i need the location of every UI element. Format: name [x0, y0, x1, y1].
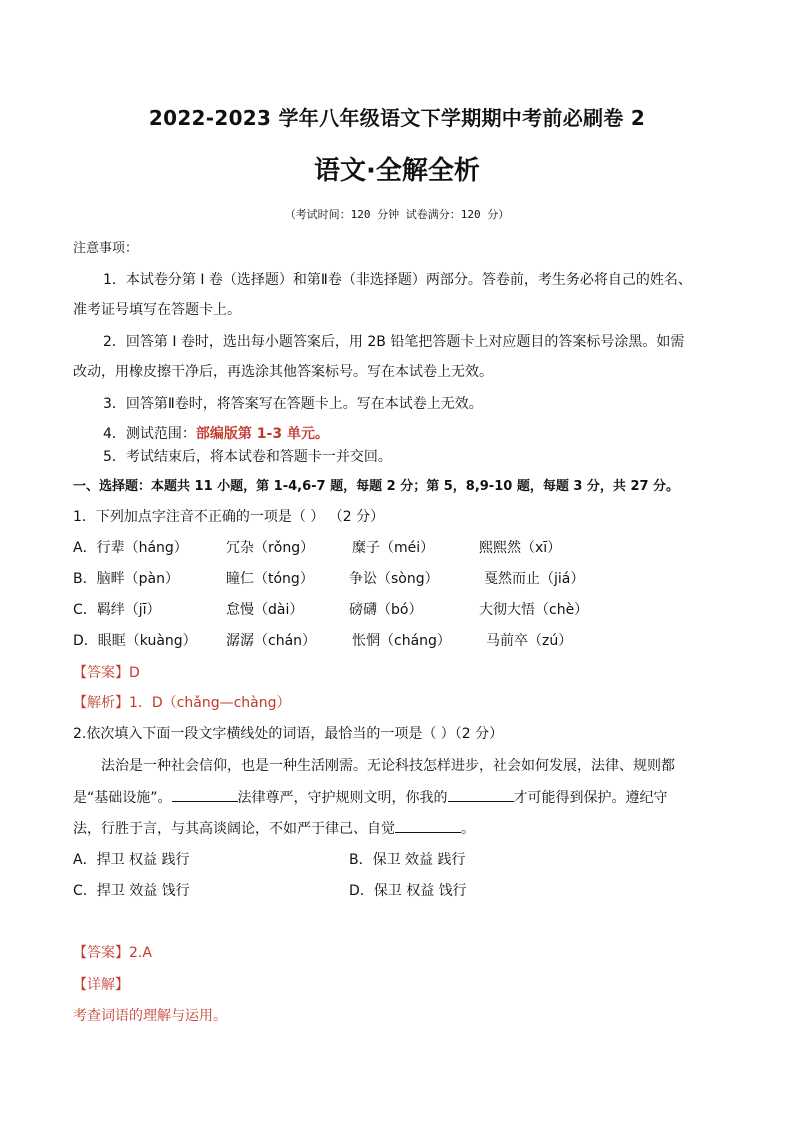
q2-option-b: B．保卫 效益 践行	[349, 852, 466, 868]
q1-answer: 【答案】D	[73, 665, 140, 681]
q2-line2-part-b: 法律尊严，守护规则文明，你我的	[237, 790, 448, 806]
notice-item-1-line-1: 1．本试卷分第 I 卷（选择题）和第Ⅱ卷（非选择题）两部分。答卷前，考生务必将自己的姓名、	[103, 272, 692, 288]
question-2-stem: 2.依次填入下面一段文字横线处的词语，最恰当的一项是（ ）（2 分）	[73, 726, 504, 742]
page-title: 2022-2023 学年八年级语文下学期期中考前必刷卷 2	[148, 106, 646, 130]
section-heading: 一、选择题：本题共 11 小题，第 1-4,6-7 题，每题 2 分；第 5，8,9-10 题，每题 3 分，共 27 分。	[73, 479, 680, 494]
q2-blank-1	[172, 787, 238, 802]
q1-option-a-2: 冗杂（rǒng）	[226, 540, 315, 556]
q1-option-b-4: 戛然而止（jiá）	[484, 571, 585, 587]
test-range: 部编版第 1-3 单元。	[195, 426, 329, 442]
notice-item-5: 5．考试结束后，将本试卷和答题卡一并交回。	[103, 449, 392, 465]
q2-paragraph-line-3	[73, 818, 475, 838]
notice-item-1-line-2: 准考证号填写在答题卡上。	[73, 302, 241, 318]
notice-item-2-line-1: 2．回答第 I 卷时，选出每小题答案后，用 2B 铅笔把答题卡上对应题目的答案标号涂黑。如需	[103, 334, 685, 350]
notice-item-2-line-2: 改动，用橡皮擦干净后，再选涂其他答案标号。写在本试卷上无效。	[73, 364, 493, 380]
q1-option-c-1: C．羁绊（jī）	[73, 602, 161, 618]
q2-line2-part-a: 是“基础设施”。	[73, 790, 172, 806]
q1-option-c-4: 大彻大悟（chè）	[479, 602, 589, 618]
q2-detail-heading: 【详解】	[73, 977, 129, 993]
q1-analysis-text: 1．D（chǎng—chàng）	[129, 695, 291, 711]
notice-item-4-prefix: 4．测试范围：	[103, 426, 196, 442]
exam-info: （考试时间：120 分钟 试卷满分：120 分）	[284, 208, 510, 221]
q2-option-d: D．保卫 权益 饯行	[349, 883, 467, 899]
q1-option-b-2: 瞳仁（tóng）	[226, 571, 314, 587]
q1-analysis	[73, 692, 291, 712]
q1-option-b-1: B．脑畔（pàn）	[73, 571, 179, 587]
q1-option-b-3: 争讼（sòng）	[349, 571, 439, 587]
q1-option-a-1: A．行辈（háng）	[73, 540, 188, 556]
q1-option-c-3: 磅礴（bó）	[349, 602, 423, 618]
q1-option-d-3: 怅惘（cháng）	[352, 633, 451, 649]
page-subtitle: 语文·全解全析	[314, 156, 480, 186]
q2-answer: 【答案】2.A	[73, 945, 152, 961]
q2-blank-3	[395, 818, 461, 833]
notice-item-3: 3．回答第Ⅱ卷时，将答案写在答题卡上。写在本试卷上无效。	[103, 396, 483, 412]
q1-analysis-label: 【解析】	[73, 695, 129, 711]
q1-option-a-3: 糜子（méi）	[352, 540, 435, 556]
q2-detail-text: 考查词语的理解与运用。	[73, 1008, 227, 1024]
q1-option-a-4: 熙熙然（xī）	[479, 540, 562, 556]
question-1-stem: 1．下列加点字注音不正确的一项是（ ） （2 分）	[73, 509, 385, 525]
q2-blank-2	[448, 787, 514, 802]
q2-paragraph-line-1: 法治是一种社会信仰，也是一种生活刚需。无论科技怎样进步，社会如何发展，法律、规则都	[101, 758, 675, 774]
q1-option-d-1: D．眼眶（kuàng）	[73, 633, 197, 649]
q2-option-a: A．捍卫 权益 践行	[73, 852, 190, 868]
notice-item-4	[103, 423, 329, 443]
q2-line3-part-b: 。	[461, 821, 475, 837]
notice-heading: 注意事项：	[73, 241, 139, 256]
q2-line2-part-c: 才可能得到保护。遵纪守	[513, 790, 668, 806]
q1-option-d-2: 潺潺（chán）	[226, 633, 317, 649]
q1-option-c-2: 怠慢（dài）	[226, 602, 304, 618]
q2-line3-part-a: 法，行胜于言，与其高谈阔论，不如严于律己、自觉	[73, 821, 395, 837]
q1-option-d-4: 马前卒（zú）	[486, 633, 573, 649]
q2-option-c: C．捍卫 效益 饯行	[73, 883, 190, 899]
q2-paragraph-line-2	[73, 787, 668, 807]
